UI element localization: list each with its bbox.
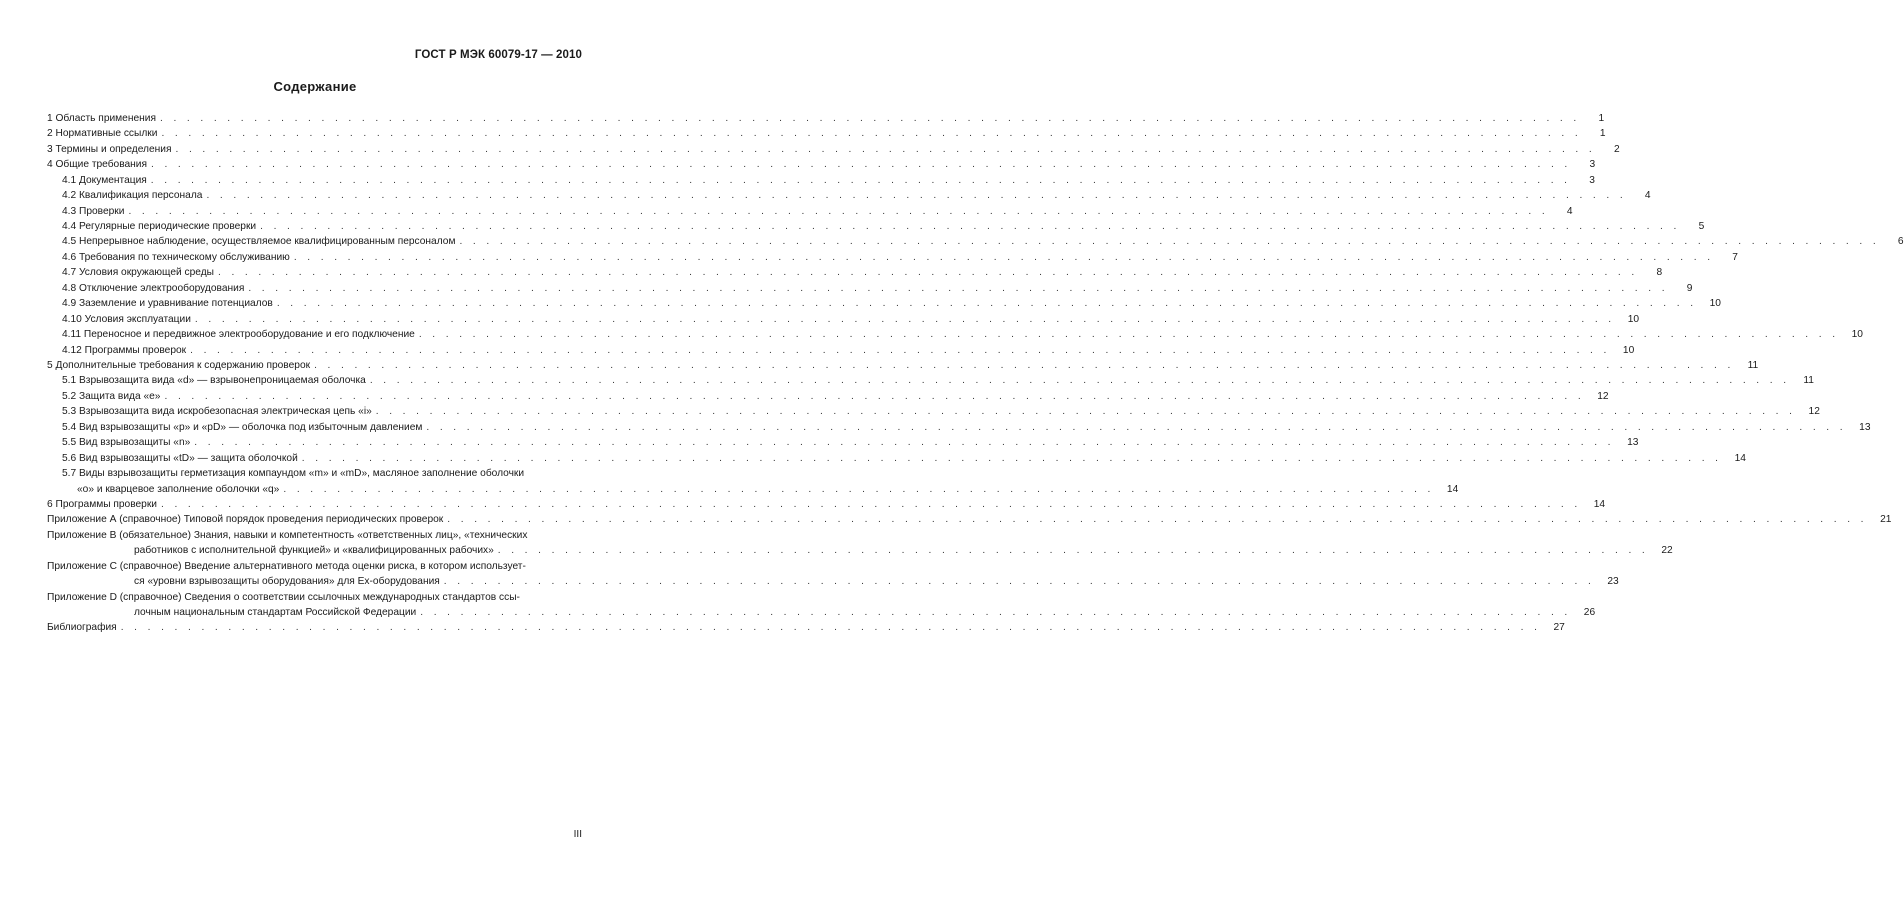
toc-leader-dots [160, 111, 1580, 126]
toc-entry[interactable] [47, 373, 1814, 388]
toc-entry-title-line1: Приложение В (обязательное) Знания, навыки и компетентность «ответственных лиц», «технических [47, 529, 528, 541]
toc-entry[interactable] [47, 358, 1759, 373]
toc-entry-title: 4.6 Требования по техническому обслуживанию [62, 251, 290, 263]
toc-entry[interactable] [47, 620, 1565, 635]
toc-entry-page: 11 [1747, 359, 1759, 371]
toc-entry[interactable] [47, 235, 1904, 250]
toc-entry-page: 2 [1613, 143, 1620, 155]
toc-entry[interactable] [47, 343, 1635, 358]
toc-entry[interactable] [47, 497, 1606, 512]
toc-leader-dots [420, 605, 1571, 620]
toc-leader-dots [190, 343, 1610, 358]
toc-entry-page: 21 [1880, 514, 1892, 526]
toc-entry[interactable] [47, 296, 1721, 311]
toc-leader-dots [194, 435, 1614, 450]
toc-leader-dots [151, 157, 1571, 172]
toc-entry-page: 6 [1897, 236, 1904, 248]
toc-entry-page: 10 [1709, 298, 1721, 310]
toc-entry-page: 26 [1583, 607, 1596, 618]
toc-entry-page: 13 [1627, 437, 1639, 449]
toc-entry[interactable] [47, 281, 1693, 296]
toc-entry-title: 5.1 Взрывозащита вида «d» — взрывонепроницаемая оболочка [62, 375, 366, 387]
toc-entry-title: 4.7 Условия окружающей среды [62, 267, 214, 279]
toc-entry-page: 23 [1607, 576, 1619, 588]
toc-leader-dots [459, 234, 1879, 249]
toc-entry-title: 4.9 Заземление и уравнивание потенциалов [62, 298, 273, 310]
toc-entry[interactable] [47, 404, 1820, 419]
toc-leader-dots [151, 173, 1571, 188]
toc-leader-dots [376, 404, 1796, 419]
toc-entry-title: 4 Общие требования [47, 159, 148, 171]
toc-entry-title-line2: работников с исполнительной функцией» и «квалифицированных рабочих» [134, 545, 494, 557]
toc-entry[interactable] [47, 188, 1651, 203]
toc-entry[interactable] [47, 435, 1639, 450]
toc-entry-page: 10 [1627, 313, 1640, 325]
toc-entry-page: 14 [1593, 498, 1606, 510]
toc-entry-page: 3 [1589, 174, 1595, 186]
toc-entry-page: 4 [1644, 190, 1651, 202]
toc-entry[interactable] [47, 173, 1595, 188]
toc-entry-multiline[interactable] [47, 559, 1619, 590]
toc-entry-title: 5.5 Вид взрывозащиты «n» [62, 437, 191, 449]
toc-entry-title: Библиография [47, 622, 117, 634]
toc-leader-dots [161, 497, 1581, 512]
toc-leader-dots [260, 219, 1680, 234]
toc-entry-page: 14 [1734, 452, 1746, 464]
toc-leader-dots [302, 451, 1722, 466]
toc-leader-dots [419, 327, 1839, 342]
document-header-standard: ГОСТ Р МЭК 60079-17 — 2010 [414, 49, 582, 61]
toc-entry-page: 22 [1661, 545, 1673, 557]
toc-entry[interactable] [47, 111, 1605, 126]
toc-entry-page: 11 [1803, 375, 1814, 387]
toc-entry-title: 5.4 Вид взрывозащиты «р» и «рD» — оболочка под избыточным давлением [62, 421, 423, 433]
toc-entry-title: 5.3 Взрывозащита вида искробезопасная электрическая цепь «i» [62, 406, 372, 418]
toc-leader-dots [370, 373, 1790, 388]
toc-entry-page: 27 [1553, 622, 1565, 634]
toc-entry[interactable] [47, 142, 1620, 157]
toc-entry-title-line2: лочным национальным стандартам Российской Федерации [134, 607, 417, 618]
toc-entry[interactable] [47, 512, 1892, 527]
toc-leader-dots [314, 358, 1734, 373]
toc-entry[interactable] [47, 126, 1606, 141]
toc-leader-dots [206, 188, 1626, 203]
toc-entry-title: 5 Дополнительные требования к содержанию проверок [47, 359, 311, 371]
toc-leader-dots [218, 265, 1638, 280]
toc-entry[interactable] [47, 327, 1863, 342]
toc-leader-dots [294, 250, 1714, 265]
toc-leader-dots [121, 620, 1541, 635]
toc-entry-title: Приложение А (справочное) Типовой порядок проведения периодических проверок [47, 514, 444, 526]
toc-leader-dots [426, 420, 1846, 435]
toc-leader-dots [283, 482, 1434, 497]
toc-entry-title: 4.12 Программы проверок [62, 344, 187, 356]
toc-entry-title: 4.11 Переносное и передвижное электрооборудование и его подключение [62, 329, 415, 341]
toc-entry-multiline[interactable] [47, 590, 1596, 621]
toc-leader-dots [498, 543, 1649, 558]
toc-entry-title: 4.4 Регулярные периодические проверки [62, 221, 257, 233]
toc-entry[interactable] [47, 420, 1871, 435]
toc-entry-title: 4.10 Условия эксплуатации [62, 313, 191, 325]
toc-leader-dots [447, 512, 1867, 527]
toc-entry-multiline[interactable] [47, 466, 1459, 497]
toc-entry-title: 4.1 Документация [62, 174, 147, 186]
toc-entry-title-line2: «о» и кварцевое заполнение оболочки «q» [77, 483, 280, 495]
toc-entry-title: 1 Область применения [47, 112, 156, 124]
toc-entry-title: 6 Программы проверки [47, 498, 157, 510]
toc-entry-title-line2: ся «уровни взрывозащиты оборудования» для Ех-оборудования [134, 576, 440, 588]
toc-entry-page: 10 [1622, 344, 1635, 356]
toc-entry-title-line1: 5.7 Виды взрывозащиты герметизация компаундом «m» и «mD», масляное заполнение оболочки [62, 468, 525, 480]
page-title: Содержание [273, 79, 357, 94]
toc-entry-page: 9 [1686, 282, 1693, 294]
toc-entry-page: 13 [1859, 421, 1871, 433]
toc-entry-page: 5 [1698, 221, 1705, 233]
toc-entry-page: 10 [1851, 329, 1863, 341]
toc-entry-title-line1: Приложение D (справочное) Сведения о соответствии ссылочных международных стандартов ссы- [47, 591, 520, 603]
toc-entry-page: 1 [1599, 128, 1606, 140]
toc-leader-dots [128, 204, 1548, 219]
page-number: III [573, 829, 582, 840]
toc-entry-page: 7 [1732, 251, 1738, 263]
toc-leader-dots [277, 296, 1697, 311]
toc-entry-page: 12 [1597, 390, 1609, 402]
toc-entry-page: 14 [1446, 483, 1459, 495]
toc-entry-page: 3 [1589, 159, 1596, 171]
toc-entry-title: 3 Термины и определения [47, 143, 172, 155]
toc-entry[interactable] [47, 157, 1596, 172]
toc-leader-dots [161, 126, 1581, 141]
toc-entry-title: 4.2 Квалификация персонала [62, 190, 203, 202]
toc-entry-page: 8 [1656, 267, 1663, 279]
toc-entry[interactable] [47, 250, 1738, 265]
toc-entry-title: 4.8 Отключение электрооборудования [62, 282, 245, 294]
toc-leader-dots [195, 312, 1615, 327]
toc-entry[interactable] [47, 204, 1573, 219]
toc-entry[interactable] [47, 265, 1663, 280]
table-of-contents [47, 111, 1904, 636]
toc-entry-page: 4 [1566, 205, 1573, 217]
toc-leader-dots [248, 281, 1668, 296]
toc-entry-page: 1 [1598, 112, 1605, 124]
toc-entry[interactable] [47, 451, 1746, 466]
toc-leader-dots [175, 142, 1595, 157]
toc-entry-page: 12 [1808, 406, 1820, 418]
toc-entry-title-line1: Приложение С (справочное) Введение альтернативного метода оценки риска, в котором использует- [47, 560, 526, 572]
toc-entry[interactable] [47, 389, 1609, 404]
toc-entry[interactable] [47, 312, 1640, 327]
toc-entry-multiline[interactable] [47, 528, 1673, 559]
toc-entry-title: 4.5 Непрерывное наблюдение, осуществляемое квалифицированным персоналом [62, 236, 456, 248]
toc-entry-title: 4.3 Проверки [62, 205, 125, 217]
toc-entry-title: 5.6 Вид взрывозащиты «tD» — защита оболочкой [62, 452, 298, 464]
toc-entry-title: 2 Нормативные ссылки [47, 128, 158, 140]
toc-entry[interactable] [47, 219, 1705, 234]
toc-leader-dots [164, 389, 1584, 404]
toc-leader-dots [444, 574, 1595, 589]
toc-entry-title: 5.2 Защита вида «е» [62, 390, 161, 402]
